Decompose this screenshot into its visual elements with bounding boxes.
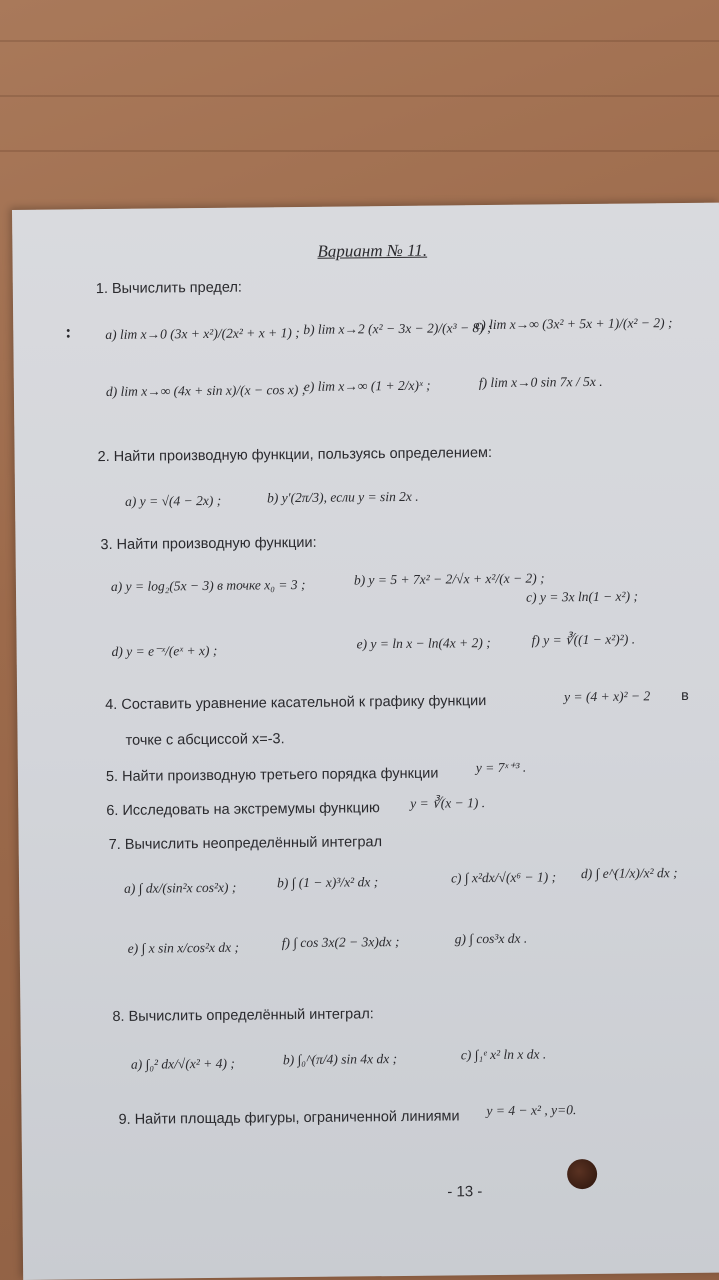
task-3-item-b: b) y = 5 + 7x² − 2/√x + x²/(x − 2) ; xyxy=(353,570,545,588)
page-number: - 13 - xyxy=(447,1183,483,1201)
task-1-item-a: a) lim x→0 (3x + x²)/(2x² + x + 1) ; xyxy=(105,324,300,343)
task-3-label: 3. Найти производную функции: xyxy=(100,534,317,554)
task-2-label: 2. Найти производную функции, пользуясь определением: xyxy=(97,444,493,466)
task-7-item-a: a) ∫ dx/(sin²x cos²x) ; xyxy=(124,879,237,896)
task-3-item-f: f) y = ∛((1 − x²)²) . xyxy=(531,631,636,648)
task-4-tail: в xyxy=(681,687,689,705)
task-3-item-a: a) y = log₂(5x − 3) в точке x₀ = 3 ; xyxy=(110,576,306,594)
task-7-item-d: d) ∫ e^(1/x)/x² dx ; xyxy=(580,865,678,882)
punch-hole xyxy=(567,1159,597,1189)
task-4-formula: y = (4 + x)² − 2 xyxy=(564,688,651,705)
task-1-item-e: e) lim x→∞ (1 + 2/x)ˣ ; xyxy=(303,377,431,394)
task-8-label: 8. Вычислить определённый интеграл: xyxy=(112,1006,374,1025)
task-1-item-b: b) lim x→2 (x² − 3x − 2)/(x³ − 8) ; xyxy=(303,319,492,337)
task-7-item-e: e) ∫ x sin x/cos²x dx ; xyxy=(127,939,240,956)
task-7-item-c: c) ∫ x²dx/√(x⁶ − 1) ; xyxy=(450,869,557,886)
task-8-item-a: a) ∫₀² dx/√(x² + 4) ; xyxy=(130,1055,235,1072)
task-5-formula: y = 7ˣ⁺³ . xyxy=(475,759,527,776)
task-9-label: 9. Найти площадь фигуры, ограниченной линиями xyxy=(118,1108,460,1128)
task-4-line2: точке с абсциссой x=-3. xyxy=(125,731,285,749)
worksheet-page xyxy=(12,203,719,1280)
task-8-item-b: b) ∫₀^(π/4) sin 4x dx ; xyxy=(282,1051,398,1068)
task-1-item-d: d) lim x→∞ (4x + sin x)/(x − cos x) ; xyxy=(105,381,307,400)
task-2-item-b: b) y′(2π/3), если y = sin 2x . xyxy=(266,488,419,506)
task-1-item-f: f) lim x→0 sin 7x / 5x . xyxy=(478,373,603,391)
margin-mark: : xyxy=(65,321,72,342)
task-7-item-b: b) ∫ (1 − x)³/x² dx ; xyxy=(276,874,379,891)
task-1-label: 1. Вычислить предел: xyxy=(95,279,243,298)
task-7-item-g: g) ∫ cos³x dx . xyxy=(454,930,528,947)
task-4-label: 4. Составить уравнение касательной к графику функции xyxy=(105,693,487,714)
task-3-item-d: d) y = e⁻ˣ/(eˣ + x) ; xyxy=(111,642,218,659)
task-3-item-e: e) y = ln x − ln(4x + 2) ; xyxy=(356,635,491,652)
task-7-label: 7. Вычислить неопределённый интеграл xyxy=(108,834,383,854)
task-7-item-f: f) ∫ cos 3x(2 − 3x)dx ; xyxy=(281,933,400,951)
task-6-label: 6. Исследовать на экстремумы функцию xyxy=(106,800,380,820)
task-8-item-c: c) ∫₁ᵉ x² ln x dx . xyxy=(460,1046,547,1063)
task-1-item-c: c) lim x→∞ (3x² + 5x + 1)/(x² − 2) ; xyxy=(475,315,673,333)
task-2-item-a: a) y = √(4 − 2x) ; xyxy=(124,492,222,509)
task-6-formula: y = ∛(x − 1) . xyxy=(410,795,486,811)
page-title: Вариант № 11. xyxy=(317,240,428,261)
task-5-label: 5. Найти производную третьего порядка функции xyxy=(105,765,439,786)
task-3-item-c: c) y = 3x ln(1 − x²) ; xyxy=(526,588,638,605)
task-9-formula: y = 4 − x² , y=0. xyxy=(486,1102,577,1119)
